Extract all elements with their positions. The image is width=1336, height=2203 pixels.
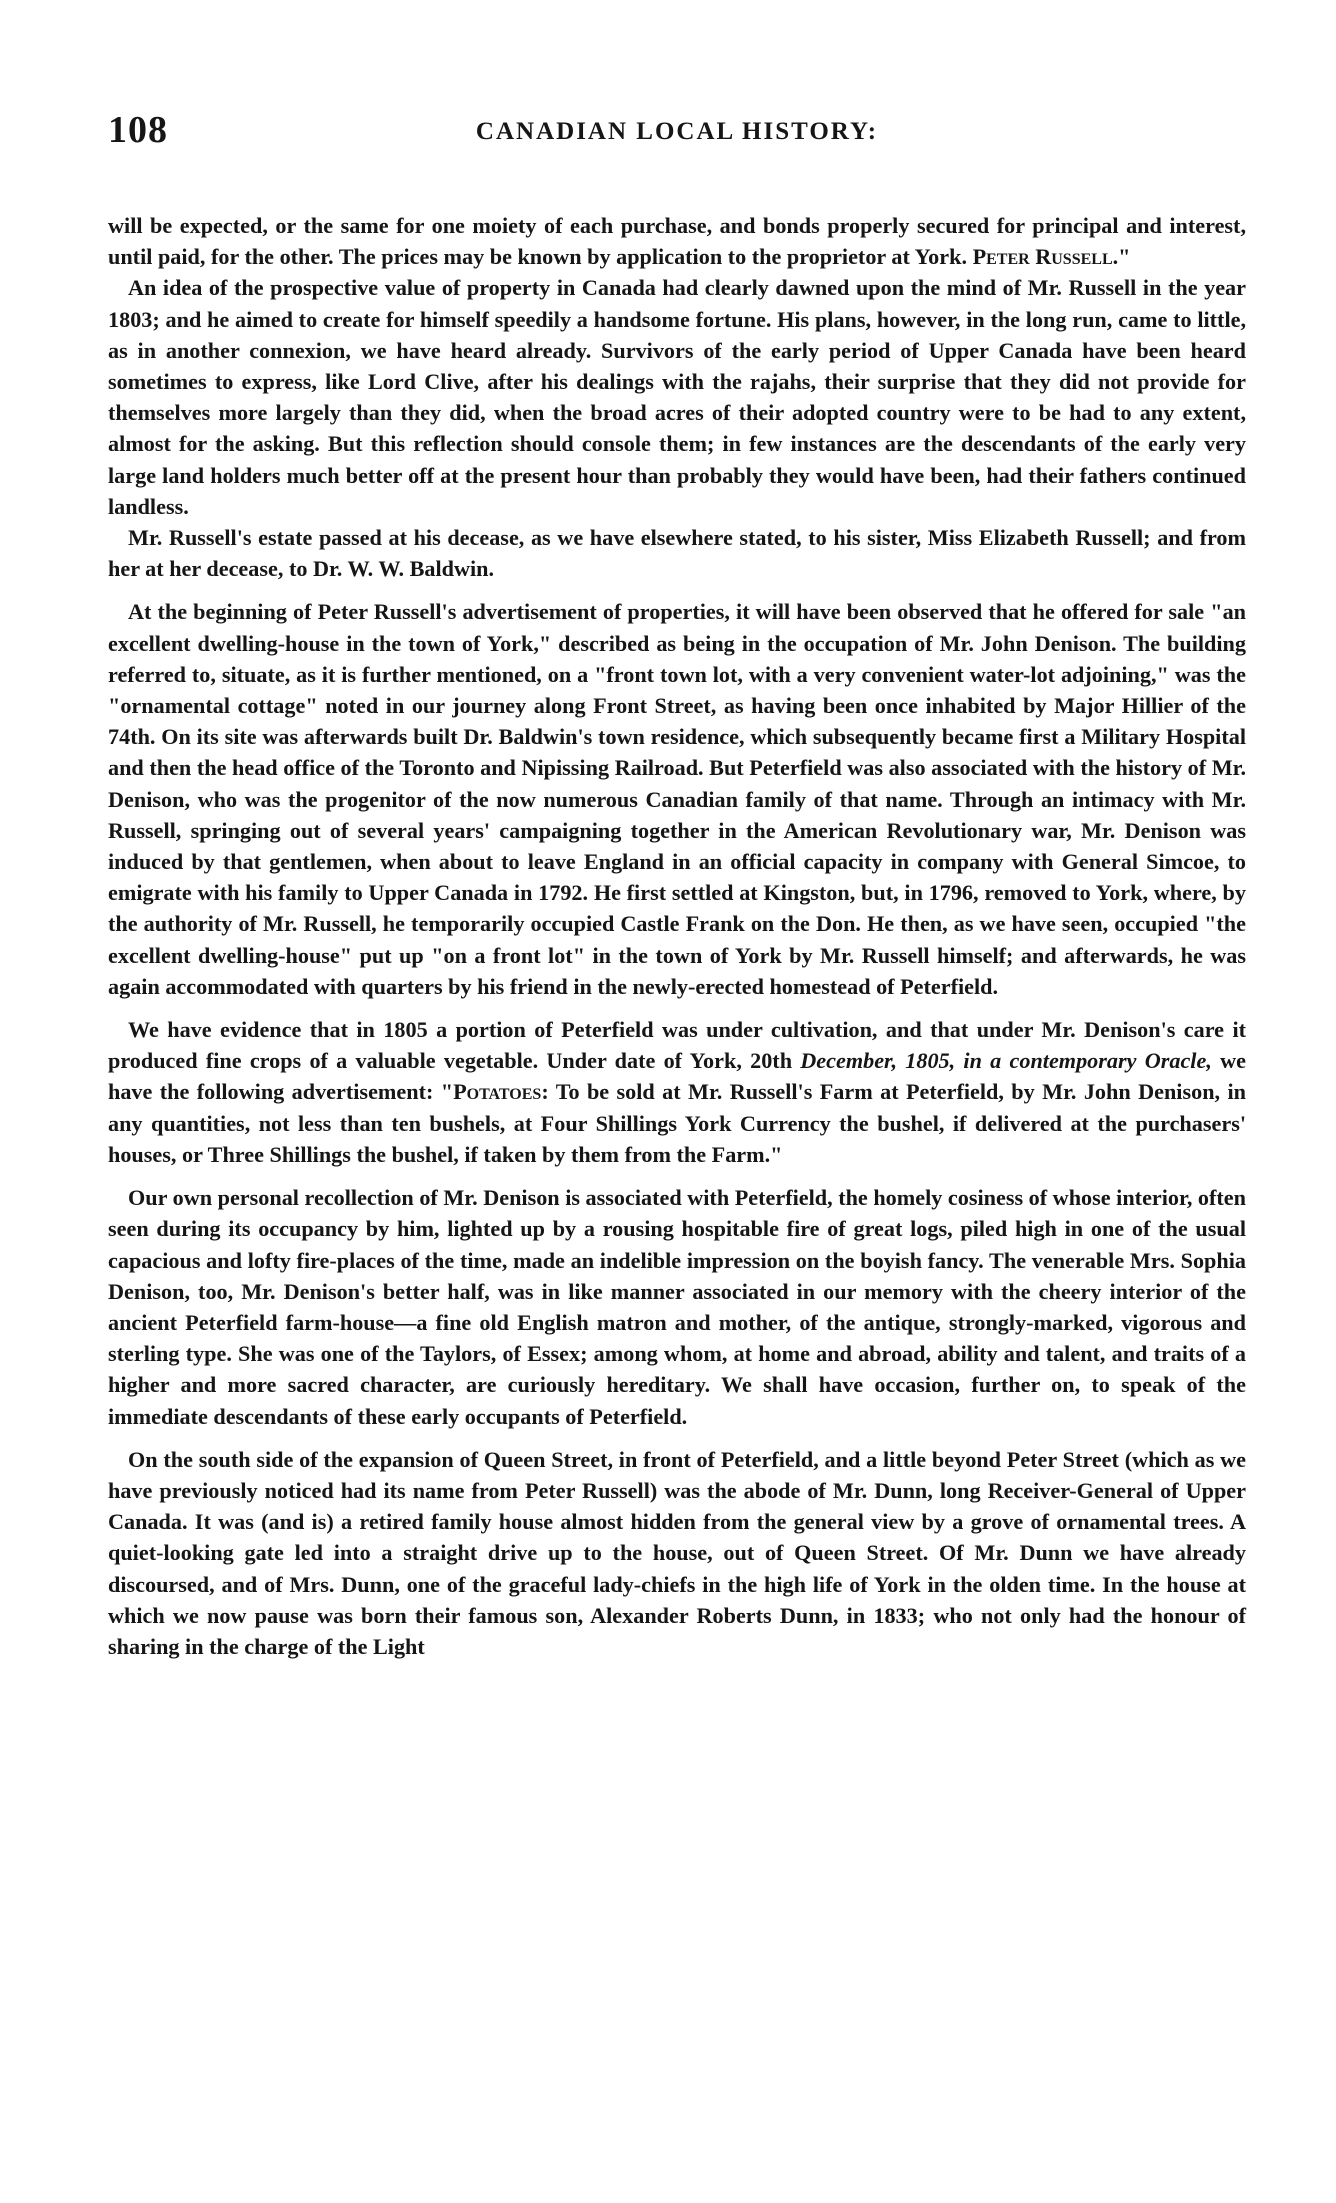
paragraph-5-part2: we have the following advertisement: " <box>108 1048 1246 1105</box>
paragraph-2: An idea of the prospective value of property in Canada had clearly dawned upon the mind of Mr. Russell in the year 1803; and he aimed to create for himself speedily a handsome fortune. His plans, however, in the long run, came to little, as in another connexion, we have heard already. Survivors of the early period of Upper Canada have been heard sometimes to express, like Lord Clive, after his dealings with the rajahs, their surprise that they did not provide for themselves more largely than they did, when the broad acres of their adopted country were to be had to any extent, almost for the asking. But this reflection should console them; in few instances are the descendants of the early very large land holders much better off at the present hour than probably they would have been, had their fathers continued landless. <box>108 275 1246 519</box>
paragraph-6: Our own personal recollection of Mr. Denison is associated with Peterfield, the homely cosiness of whose interior, often seen during its occupancy by him, lighted up by a rousing hospitable fire of great logs, piled high in one of the usual capacious and lofty fire-places of the time, made an indelible impression on the boyish fancy. The venerable Mrs. Sophia Denison, too, Mr. Denison's better half, was in like manner associated in our memory with the cheery interior of the ancient Peterfield farm-house—a fine old English matron and mother, of the antique, strongly-marked, vigorous and sterling type. She was one of the Taylors, of Essex; among whom, at home and abroad, ability and talent, and traits of a higher and more sacred character, are curiously hereditary. We shall have occasion, further on, to speak of the immediate descendants of these early occupants of Peterfield. <box>108 1185 1246 1429</box>
paragraph-3: Mr. Russell's estate passed at his decease, as we have elsewhere stated, to his sister, Miss Elizabeth Russell; and from her at her decease, to Dr. W. W. Baldwin. <box>108 525 1246 582</box>
paragraph-5-italic: December, 1805, in a contemporary Oracle, <box>800 1048 1212 1074</box>
paragraph-1-text: will be expected, or the same for one moiety of each purchase, and bonds properly secured for principal and interest, until paid, for the other. The prices may be known by application to the proprietor at York. <box>108 213 1246 270</box>
page-header <box>108 108 1246 154</box>
running-title: CANADIAN LOCAL HISTORY: <box>475 118 879 145</box>
paragraph-4: At the beginning of Peter Russell's advertisement of properties, it will have been observed that he offered for sale "an excellent dwelling-house in the town of York," described as being in the occupation of Mr. John Denison. The building referred to, situate, as it is further mentioned, on a "front town lot, with a very convenient water-lot adjoining," was the "ornamental cottage" noted in our journey along Front Street, as having been once inhabited by Major Hillier of the 74th. On its site was afterwards built Dr. Baldwin's town residence, which subsequently became first a Military Hospital and then the head office of the Toronto and Nipissing Railroad. But Peterfield was also associated with the history of Mr. Denison, who was the progenitor of the now numerous Canadian family of that name. Through an intimacy with Mr. Russell, springing out of several years' campaigning together in the American Revolutionary war, Mr. Denison was induced by that gentlemen, when about to leave England in an official capacity in company with General Simcoe, to emigrate with his family to Upper Canada in 1792. He first settled at Kingston, but, in 1796, removed to York, where, by the authority of Mr. Russell, he temporarily occupied Castle Frank on the Don. He then, as we have seen, occupied "the excellent dwelling-house" put up "on a front lot" in the town of York by Mr. Russell himself; and afterwards, he was again accommodated with quarters by his friend in the newly-erected homestead of Peterfield. <box>108 599 1246 999</box>
document-page <box>108 108 1246 1662</box>
signature: Peter Russell. <box>972 244 1119 270</box>
paragraph-5-part3: To be sold at Mr. Russell's Farm at Peterfield, by Mr. John Denison, in any quantities, not less than ten bushels, at Four Shillings York Currency the bushel, if delivered at the purchasers' houses, or Three Shillings the bushel, if taken by them from the Farm." <box>108 1079 1246 1167</box>
page-number: 108 <box>108 109 168 151</box>
paragraph-1 <box>108 210 1246 272</box>
potatoes-heading: Potatoes: <box>453 1079 549 1105</box>
paragraph-5 <box>108 1014 1246 1170</box>
paragraph-7: On the south side of the expansion of Queen Street, in front of Peterfield, and a little beyond Peter Street (which as we have previously noticed had its name from Peter Russell) was the abode of Mr. Dunn, long Receiver-General of Upper Canada. It was (and is) a retired family house almost hidden from the general view by a grove of ornamental trees. A quiet-looking gate led into a straight drive up to the house, out of Queen Street. Of Mr. Dunn we have already discoursed, and of Mrs. Dunn, one of the graceful lady-chiefs in the high life of York in the olden time. In the house at which we now pause was born their famous son, Alexander Roberts Dunn, in 1833; who not only had the honour of sharing in the charge of the Light <box>108 1446 1246 1659</box>
closing-quote: " <box>1118 244 1131 270</box>
paragraph-5-part1: We have evidence that in 1805 a portion of Peterfield was under cultivation, and that under Mr. Denison's care it produced fine crops of a valuable vegetable. Under date of York, 20th <box>108 1017 1246 1074</box>
